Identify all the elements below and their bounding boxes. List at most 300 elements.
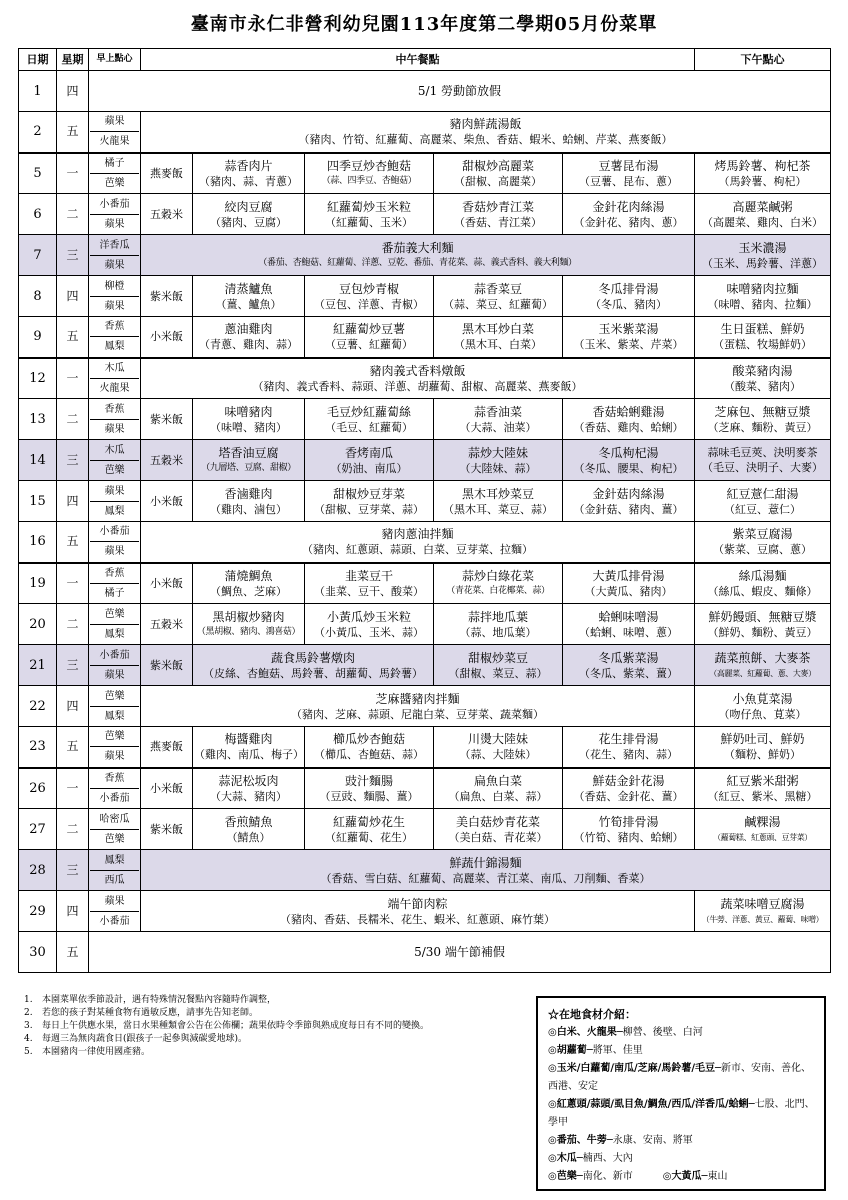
menu-row [19,399,831,440]
dish-name: 小魚莧菜湯 [732,691,793,706]
lunch-dish-cell [434,768,563,809]
weekday-cell: 五 [57,727,89,768]
fruit-item: 芭樂 [104,464,125,476]
pm-snack-header: 下午點心 [695,49,831,71]
lunch-dish-cell [434,153,563,194]
dish-name: 豉汁麵腸 [344,773,393,788]
fruit-item: 火龍果 [99,382,130,394]
fruit-item: 芭樂 [104,833,125,845]
fruit-item: 芭樂 [90,687,139,707]
fruit-item: 香蕉 [90,400,139,420]
staple-cell: 五穀米 [141,440,193,481]
fruit-item: 小番茄 [90,646,139,666]
fruit-item: 香蕉 [90,317,139,337]
snack-name: 蔬菜煎餅、大麥茶 [714,650,811,665]
notes [24,994,544,1059]
local-ingredients-box [536,996,826,1191]
dish-name: 蔥油雞肉 [224,322,273,337]
menu-row [19,440,831,481]
lunch-dish-cell [305,399,434,440]
weekday-cell: 一 [57,153,89,194]
lunch-dish-cell [305,440,434,481]
snack-ingredients: （麵粉、鮮奶） [724,748,801,762]
food-names: ◎木瓜 [548,1153,577,1164]
dish-ingredients: （豬肉、竹筍、紅蘿蔔、高麗菜、柴魚、香菇、蝦米、蛤蜊、芹菜、燕麥飯） [298,133,673,147]
lunch-dish-cell [193,317,305,358]
fruit-item: 小番茄 [99,915,130,927]
local-box-title: ☆在地食材介紹： [548,1008,636,1021]
lunch-dish-cell [193,153,305,194]
dish-ingredients: （櫛瓜、杏鮑菇、蒜） [314,748,424,762]
staple-cell: 紫米飯 [141,809,193,850]
dish-ingredients: （蒜、大陸妹） [459,748,537,762]
dish-ingredients: （蒜、菜豆、紅蘿蔔） [443,297,553,311]
lunch-dish-cell [563,809,695,850]
dish-ingredients: （大黃瓜、豬肉） [584,584,673,598]
local-line [548,1060,818,1096]
menu-row [19,153,831,194]
lunch-dish-cell [193,727,305,768]
dish-name: 芝麻醬豬肉拌麵 [375,691,460,706]
date-cell: 30 [19,932,57,973]
lunch-dish-cell [563,727,695,768]
fruit-item: 橘子 [90,154,139,174]
dish-ingredients: （紫菜、豆腐、蔥） [713,543,812,557]
snack-name: 味噌豬肉拉麵 [726,281,799,296]
snack-name: 生日蛋糕、鮮奶 [720,322,805,337]
dish-ingredients: （味噌、豬肉） [210,420,287,434]
dish-name: 紅蘿蔔炒豆薯 [332,322,405,337]
fruit-item: 蘋果 [104,546,125,558]
date-cell: 6 [19,194,57,235]
lunch-dish-cell [141,358,695,399]
note-number: 4. [24,1034,33,1044]
dish-name: 黑胡椒炒豬肉 [212,609,285,624]
pm-snack-cell [695,645,831,686]
dish-name: 甜椒炒豆芽菜 [332,486,405,501]
lunch-dish-cell [305,809,434,850]
weekday-cell: 五 [57,112,89,153]
menu-row [19,563,831,604]
snack-name: 紅豆薏仁甜湯 [726,486,799,501]
lunch-dish-cell [305,276,434,317]
weekday-cell: 三 [57,235,89,276]
local-line [548,1024,818,1042]
am-snack-cell [89,235,141,276]
lunch-dish-cell [305,194,434,235]
note-text: 每週三為無肉蔬食日(跟孩子一起參與減碳愛地球)。 [42,1034,248,1044]
dish-ingredients: （玉米、紫菜、芹菜） [573,338,684,352]
dish-ingredients: （香菇、金針花、薑） [573,789,684,803]
lunch-dish-cell [305,481,434,522]
snack-ingredients: （高麗菜、紅蘿蔔、蔥、大麥） [709,668,816,678]
fruit-item: 西瓜 [104,874,125,886]
fruit-item: 橘子 [104,587,125,599]
dish-ingredients: （玉米、馬鈴薯、洋蔥） [702,256,823,270]
food-regions: ─七股、北門、學甲 [548,1099,815,1128]
dish-ingredients: （紅蘿蔔、玉米） [325,215,413,229]
dish-ingredients: （小黃瓜、玉米、蒜） [314,625,424,639]
lunch-dish-cell [434,317,563,358]
food-regions: ─柳營、後壁、白河 [616,1027,703,1038]
dish-ingredients: （鯖魚） [226,830,271,844]
dish-name: 香煎鯖魚 [224,814,273,829]
fruit-item: 鳳梨 [104,505,125,517]
note-number: 5. [24,1047,33,1057]
food-names: ◎番茄、牛蒡 [548,1135,607,1146]
note-item [24,1007,544,1020]
menu-row [19,317,831,358]
lunch-dish-cell [193,276,305,317]
dish-ingredients: （九層塔、豆腐、甜椒） [201,462,296,473]
dish-name: 香烤南瓜 [344,445,393,460]
pm-snack-cell [695,604,831,645]
pm-snack-cell [695,194,831,235]
lunch-dish-cell [193,809,305,850]
dish-ingredients: （奶油、南瓜） [330,461,408,475]
snack-ingredients: （鮮奶、麵粉、黃豆） [707,625,818,639]
lunch-dish-cell [193,399,305,440]
date-cell: 13 [19,399,57,440]
dish-ingredients: （雞肉、南瓜、梅子） [194,748,304,762]
note-number: 1. [24,995,33,1005]
fruit-item: 鳳梨 [90,851,139,871]
staple-cell: 燕麥飯 [141,153,193,194]
snack-ingredients: （高麗菜、雞肉、白米） [702,215,823,229]
fruit-item: 鳳梨 [104,628,125,640]
fruit-item: 芭樂 [104,177,125,189]
snack-ingredients: （芝麻、麵粉、黃豆） [707,420,818,434]
snack-ingredients: （毛豆、決明子、大麥） [702,461,823,474]
fruit-item: 鳳梨 [104,341,125,353]
menu-row [19,850,831,891]
lunch-dish-cell [563,276,695,317]
dish-name: 美白菇炒青花菜 [455,814,540,829]
date-cell: 28 [19,850,57,891]
page-title: 臺南市永仁非營利幼兒園113年度第二學期05月份菜單 [190,14,658,35]
lunch-dish-cell [141,522,695,563]
staple-cell: 小米飯 [141,563,193,604]
dish-ingredients: （豆薯、紅蘿蔔） [325,338,413,352]
dish-name: 黑木耳炒白菜 [461,322,534,337]
lunch-dish-cell [434,727,563,768]
dish-ingredients: （紅蘿蔔、花生） [325,830,413,844]
dish-ingredients: （花生、豬肉、蒜） [579,748,678,762]
dish-ingredients: （豆豉、麵腸、薑） [319,789,419,803]
menu-row [19,276,831,317]
lunch-dish-cell [141,850,831,891]
staple-cell: 燕麥飯 [141,727,193,768]
weekday-cell: 四 [57,686,89,727]
weekday-cell: 三 [57,850,89,891]
fruit-item: 小番茄 [90,522,139,542]
dish-name: 蒜炒白綠花菜 [461,568,534,583]
dish-name: 蒜泥松坂肉 [218,773,279,788]
pm-snack-cell [695,809,831,850]
note-item [24,1020,544,1033]
lunch-dish-cell [434,563,563,604]
note-item [24,994,544,1007]
menu-row [19,768,831,809]
snack-name: 紅豆紫米甜粥 [726,773,799,788]
date-cell: 1 [19,71,57,112]
pm-snack-cell [695,481,831,522]
dish-name: 豬肉蔥油拌麵 [381,527,454,542]
dish-name: 冬瓜排骨湯 [598,281,659,296]
dish-name: 清蒸鱸魚 [224,281,273,296]
weekday-cell: 五 [57,317,89,358]
snack-ingredients: （蛋糕、牧場鮮奶） [713,338,812,352]
lunch-dish-cell [434,645,563,686]
dish-name: 小黃瓜炒玉米粒 [326,609,411,624]
date-cell: 9 [19,317,57,358]
dish-name: 塔香油豆腐 [218,445,279,460]
menu-row [19,235,831,276]
dish-ingredients: （香菇、雪白菇、紅蘿蔔、高麗菜、青江菜、南瓜、刀削麵、香菜） [320,871,651,885]
pm-snack-cell [695,399,831,440]
lunch-dish-cell [695,358,831,399]
lunch-dish-cell [434,604,563,645]
dish-ingredients: （豬肉、芝麻、蒜頭、尼龍白菜、豆芽菜、蔬菜麵） [291,707,544,721]
dish-name: 蛤蜊味噌湯 [598,609,659,624]
lunch-dish-cell [563,440,695,481]
fruit-item: 蘋果 [104,218,125,230]
dish-ingredients: （豬肉、紅蔥頭、蒜頭、白菜、豆芽菜、拉麵） [302,543,533,557]
lunch-dish-cell [563,563,695,604]
pm-snack-cell [695,153,831,194]
weekday-cell: 四 [57,891,89,932]
lunch-dish-cell [563,399,695,440]
snack-name: 鹹粿湯 [744,814,781,829]
lunch-dish-cell [563,645,695,686]
am-snack-cell [89,768,141,809]
menu-row [19,522,831,563]
fruit-item: 蘋果 [104,751,125,763]
weekday-cell: 二 [57,399,89,440]
fruit-item: 木瓜 [90,441,139,461]
snack-name: 高麗菜鹹粥 [732,199,793,214]
dish-name: 蒜炒大陸妹 [467,445,528,460]
lunch-dish-cell [305,768,434,809]
dish-name: 豬肉鮮蔬湯飯 [449,117,522,132]
lunch-dish-cell [563,481,695,522]
dish-name: 竹筍排骨湯 [598,814,659,829]
dish-ingredients: （黑胡椒、豬肉、鴻喜菇） [196,626,301,637]
fruit-item: 火龍果 [99,136,130,148]
dish-ingredients: （雞肉、滷包） [210,502,287,516]
dish-name: 玉米紫菜湯 [598,322,659,337]
pm-snack-cell [695,768,831,809]
weekday-cell: 四 [57,481,89,522]
dish-ingredients: （香菇、雞肉、蛤蜊） [573,420,684,434]
note-number: 2. [24,1008,33,1018]
pm-snack-cell [695,727,831,768]
date-cell: 8 [19,276,57,317]
weekday-cell: 一 [57,768,89,809]
lunch-dish-cell [434,399,563,440]
lunch-dish-cell [141,686,695,727]
food-regions: ─楠西、大內 [576,1153,633,1164]
staple-cell: 小米飯 [141,768,193,809]
dish-name: 蒜香油菜 [473,404,522,419]
weekday-cell: 一 [57,358,89,399]
am-snack-cell [89,850,141,891]
dish-name: 端午節肉粽 [387,896,448,911]
snack-ingredients: （紅豆、紫米、黑糖） [707,789,818,803]
date-cell: 2 [19,112,57,153]
snack-ingredients: （馬鈴薯、枸杞） [718,174,807,188]
menu-row [19,645,831,686]
dish-ingredients: （番茄、杏鮑菇、紅蘿蔔、洋蔥、豆乾、番茄、青花菜、蒜、義式香料、義大利麵） [258,257,577,268]
fruit-item: 洋香瓜 [90,236,139,256]
dish-name: 玉米濃湯 [738,240,787,255]
snack-name: 鮮奶吐司、鮮奶 [720,732,805,747]
menu-row [19,71,831,112]
dish-ingredients: （鯛魚、芝麻） [210,584,287,598]
staple-cell: 五穀米 [141,194,193,235]
staple-cell: 紫米飯 [141,645,193,686]
dish-ingredients: （大陸妹、蒜） [459,461,537,475]
fruit-item: 木瓜 [90,359,139,379]
note-item [24,1033,544,1046]
snack-name: 芝麻包、無糖豆漿 [714,404,811,419]
lunch-dish-cell [193,563,305,604]
am-snack-cell [89,194,141,235]
lunch-dish-cell [305,317,434,358]
fruit-item: 哈密瓜 [90,810,139,830]
dish-name: 蔬食馬鈴薯燉肉 [270,650,355,665]
food-regions: ─永康、安南、將軍 [606,1135,693,1146]
dish-name: 香菇蛤蜊雞湯 [592,404,665,419]
lunch-dish-cell [305,563,434,604]
local-line [548,1042,818,1060]
dish-ingredients: （韭菜、豆干、酸菜） [314,584,424,598]
fruit-item: 蘋果 [104,259,125,271]
dish-ingredients: （青蔥、雞肉、蒜） [199,338,298,352]
lunch-dish-cell [141,112,831,153]
snack-name: 蒜味毛豆莢、決明麥茶 [707,446,818,459]
am-snack-cell [89,727,141,768]
lunch-dish-cell [141,235,695,276]
dish-name: 毛豆炒紅蘿蔔絲 [326,404,411,419]
am-snack-header: 早上點心 [89,49,141,71]
dish-name: 甜椒炒菜豆 [467,650,528,665]
note-text: 本園菜單依季節設計，遇有特殊情況餐點內容隨時作調整， [42,995,277,1005]
dish-ingredients: （牛蒡、洋蔥、黃豆、蘿蔔、味噌） [701,914,824,924]
weekday-header: 星期 [57,49,89,71]
food-names: ◎紅蔥頭/蒜頭/虱目魚/鯛魚/西瓜/洋香瓜/蛤蜊 [548,1099,749,1110]
lunch-dish-cell [193,194,305,235]
dish-ingredients: （皮絲、杏鮑菇、馬鈴薯、胡蘿蔔、馬鈴薯） [203,666,423,680]
dish-ingredients: （扁魚、白菜、蒜） [448,789,548,803]
dish-name: 香滷雞肉 [224,486,273,501]
dish-name: 黑木耳炒菜豆 [461,486,534,501]
date-header: 日期 [19,49,57,71]
staple-cell: 小米飯 [141,481,193,522]
note-text: 每日上午供應水果，當日水果種類會公告在公佈欄；蔬果依時令季節與熟成度每日有不同的變換。 [42,1021,430,1031]
date-cell: 23 [19,727,57,768]
dish-name: 豆包炒青椒 [338,281,399,296]
fruit-item: 蘋果 [90,892,139,912]
weekday-cell: 四 [57,71,89,112]
food-regions: ─東山 [701,1171,728,1182]
dish-name: 蔬菜味噌豆腐湯 [720,896,805,911]
am-snack-cell [89,686,141,727]
dish-name: 豬肉義式香料燉飯 [369,363,466,378]
dish-name: 紫菜豆腐湯 [732,527,793,542]
dish-name: 鮮菇金針花湯 [592,773,665,788]
lunch-header: 中午餐點 [141,49,695,71]
note-text: 若您的孩子對某種食物有過敏反應，請事先告知老師。 [42,1008,259,1018]
menu-row [19,891,831,932]
dish-ingredients: （金針菇、豬肉、薑） [573,502,684,516]
lunch-dish-cell [305,727,434,768]
dish-ingredients: （豬肉、豆腐） [210,215,287,229]
dish-name: 紅蘿蔔炒玉米粒 [326,199,411,214]
lunch-dish-cell [563,604,695,645]
header-row [19,49,831,71]
dish-name: 花生排骨湯 [598,732,659,747]
lunch-dish-cell [563,768,695,809]
snack-ingredients: （絲瓜、蝦皮、麵條） [707,584,818,598]
snack-name: 絲瓜湯麵 [738,568,787,583]
menu-table [18,48,831,973]
lunch-dish-cell [563,153,695,194]
dish-name: 梅醬雞肉 [224,732,273,747]
fruit-item: 蘋果 [104,669,125,681]
food-names: ◎白米、火龍果 [548,1027,617,1038]
local-line [548,1132,818,1150]
food-regions: ─南化、新市 [576,1171,633,1182]
dish-ingredients: （蛤蜊、味噌、蔥） [579,625,678,639]
lunch-dish-cell [695,891,831,932]
food-names: ◎胡蘿蔔 [548,1045,587,1056]
dish-ingredients: （甜椒、豆芽菜、蒜） [314,502,424,516]
dish-ingredients: （黑木耳、菜豆、蒜） [443,502,553,516]
menu-row [19,481,831,522]
am-snack-cell [89,276,141,317]
am-snack-cell [89,399,141,440]
fruit-item: 香蕉 [90,769,139,789]
snack-ingredients: （蘿蔔糕、紅蔥頭、豆芽菜） [713,832,812,842]
weekday-cell: 五 [57,932,89,973]
dish-ingredients: （冬瓜、豬肉） [590,297,667,311]
snack-name: 烤馬鈴薯、枸杞茶 [714,158,811,173]
dish-ingredients: （豬肉、義式香料、蒜頭、洋蔥、胡蘿蔔、甜椒、高麗菜、燕麥飯） [252,379,583,393]
date-cell: 27 [19,809,57,850]
holiday-cell: 5/1 勞動節放假 [89,71,831,112]
dish-ingredients: （酸菜、豬肉） [724,379,801,393]
am-snack-cell [89,522,141,563]
weekday-cell: 一 [57,563,89,604]
am-snack-cell [89,563,141,604]
dish-ingredients: （大蒜、油菜） [459,420,537,434]
dish-name: 酸菜豬肉湯 [732,363,793,378]
food-names: ◎玉米/白蘿蔔/南瓜/芝麻/馬鈴薯/毛豆 [548,1063,715,1074]
am-snack-cell [89,604,141,645]
dish-ingredients: （甜椒、高麗菜） [454,174,542,188]
lunch-dish-cell [695,686,831,727]
date-cell: 29 [19,891,57,932]
date-cell: 14 [19,440,57,481]
local-line [548,1096,818,1132]
lunch-dish-cell [695,522,831,563]
pm-snack-cell [695,563,831,604]
dish-ingredients: （青花菜、白花椰菜、蒜） [446,585,550,596]
local-line [548,1150,818,1168]
holiday-cell: 5/30 端午節補假 [89,932,831,973]
dish-ingredients: （毛豆、紅蘿蔔） [325,420,413,434]
